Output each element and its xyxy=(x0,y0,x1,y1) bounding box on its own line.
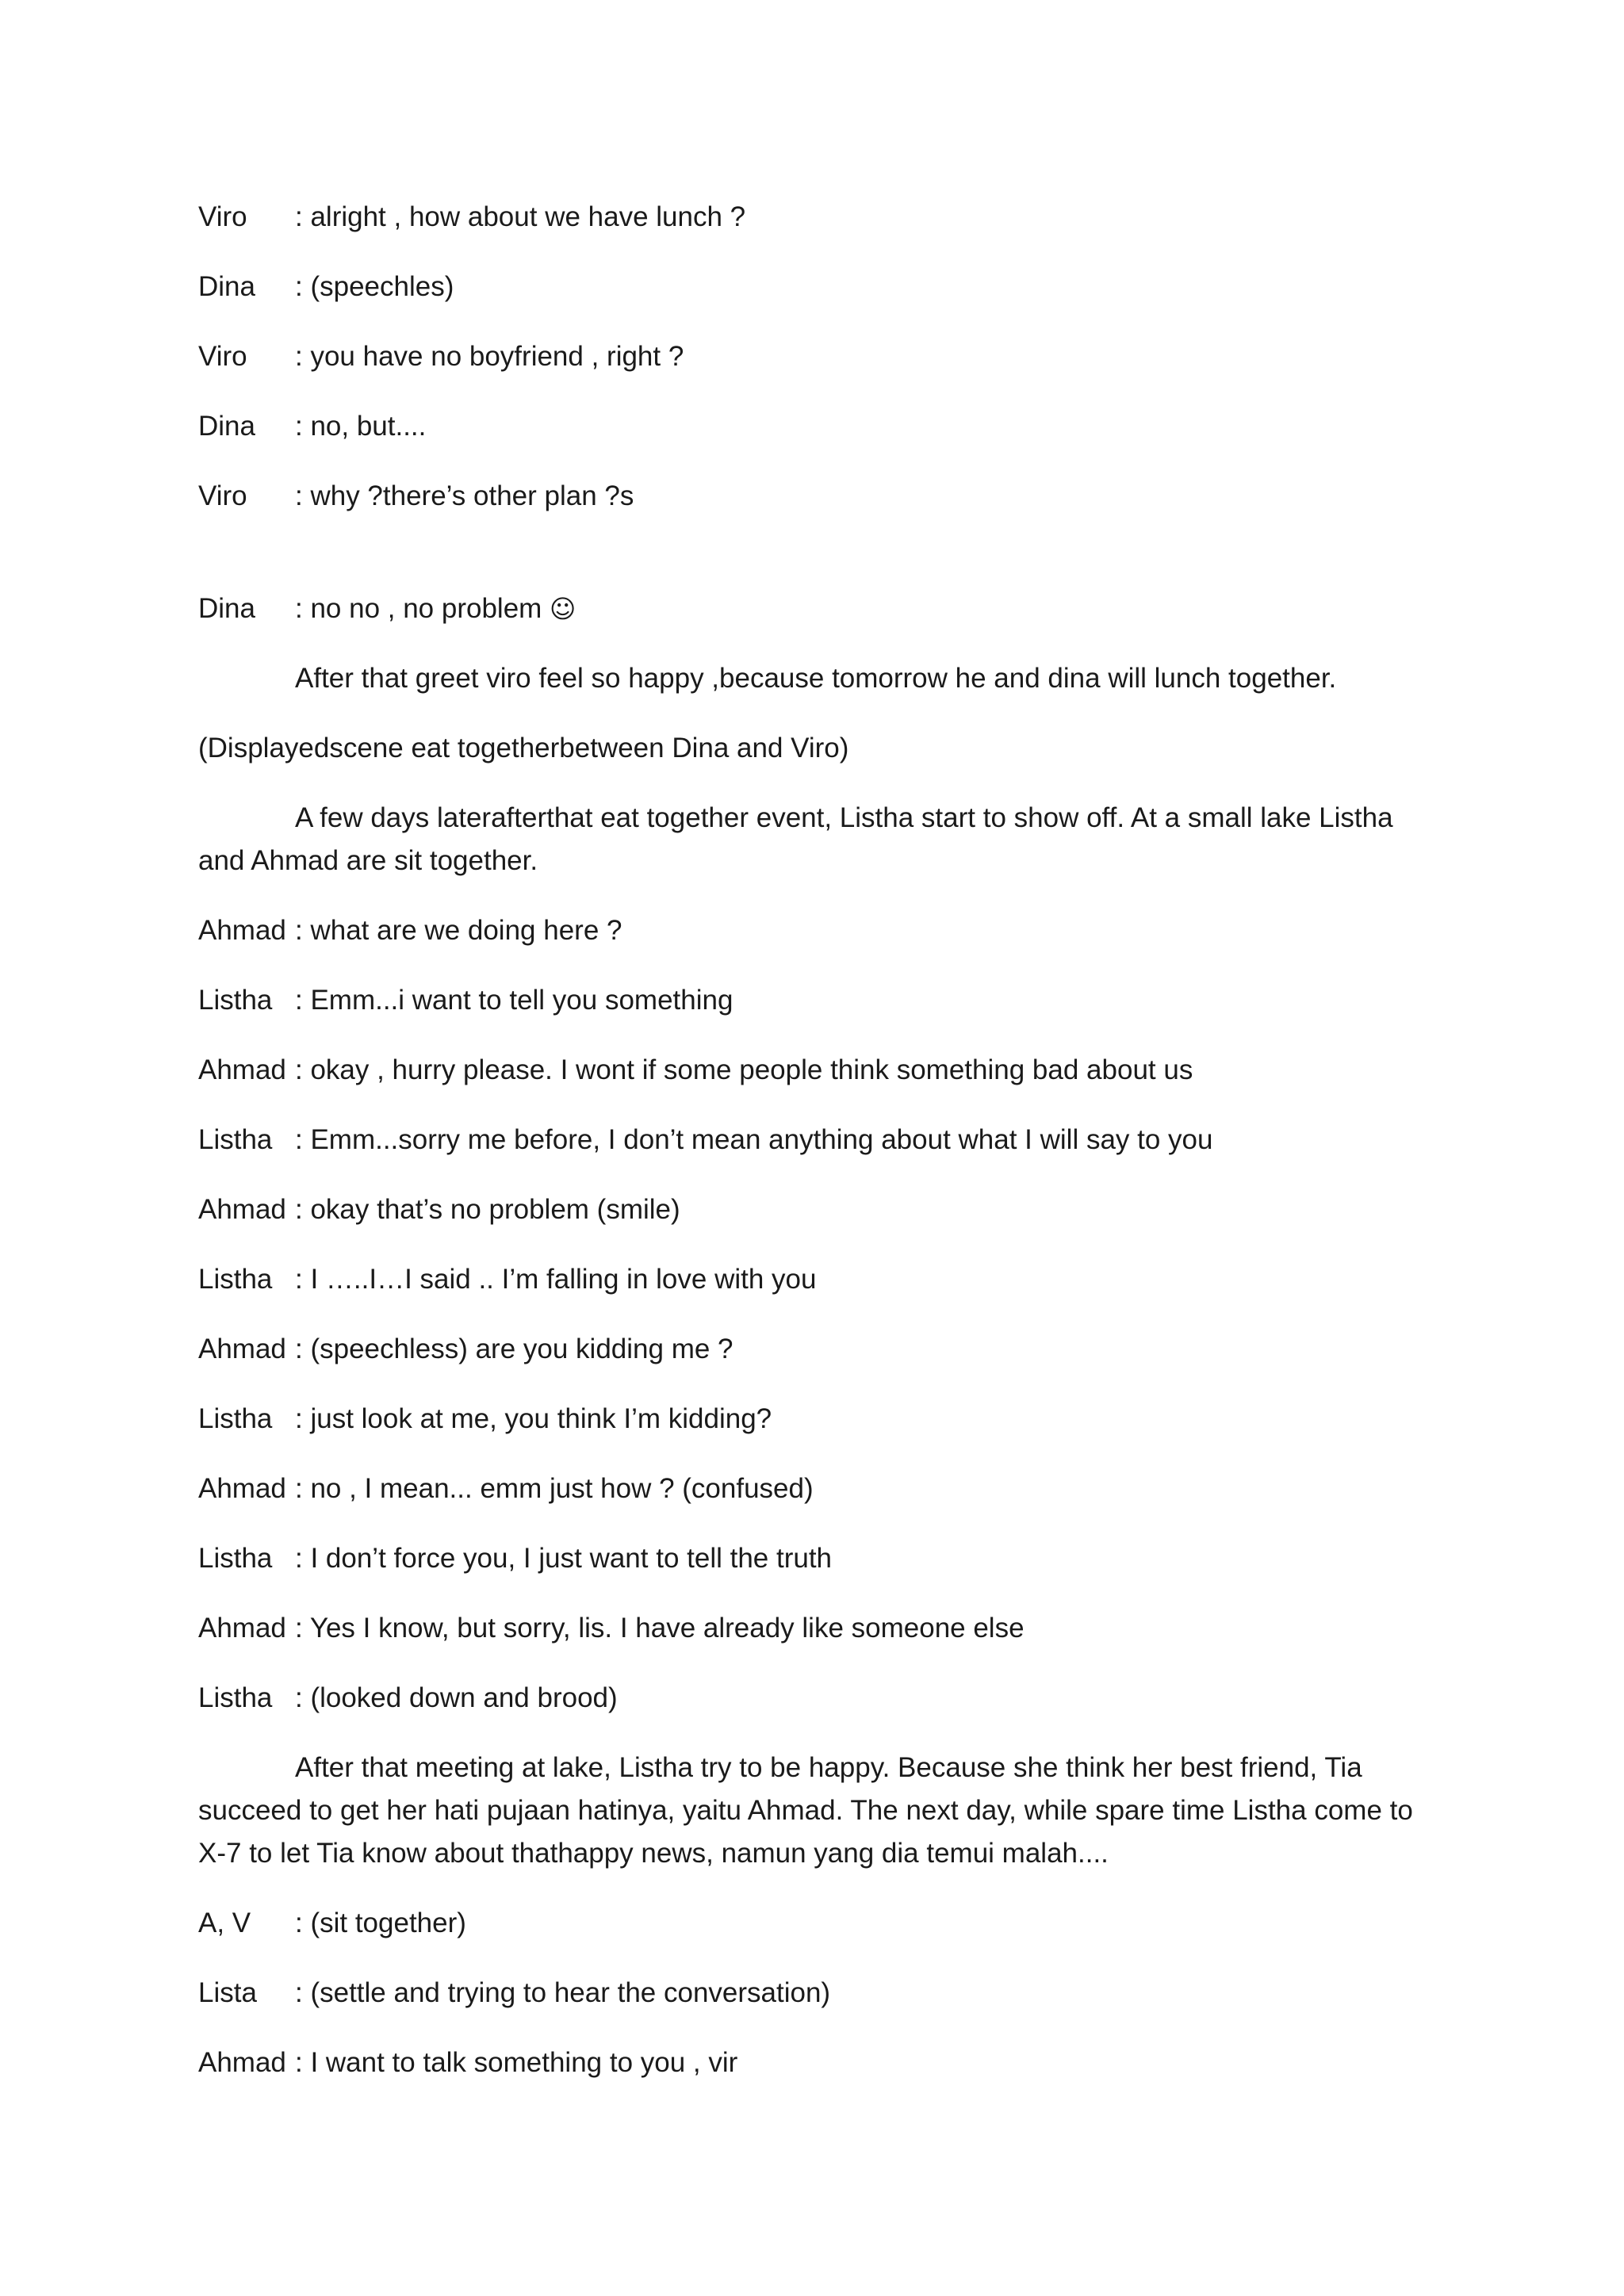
speech-text: : Emm...i want to tell you something xyxy=(295,985,733,1016)
narration-text: A few days laterafterthat eat together event, Listha start to show off. At a small lake Listha and Ahmad are sit together. xyxy=(198,802,1393,876)
speech-text: : no , I mean... emm just how ? (confused) xyxy=(295,1473,814,1504)
smiley-icon: ☺ xyxy=(550,594,576,624)
speech-text xyxy=(295,587,576,630)
speaker-name: Dina xyxy=(198,593,255,624)
speech-text: : you have no boyfriend , right ? xyxy=(295,341,684,372)
narration-text: After that greet viro feel so happy ,because tomorrow he and dina will lunch together. xyxy=(295,663,1337,694)
speech-text: : alright , how about we have lunch ? xyxy=(295,201,746,232)
speaker-name: Ahmad xyxy=(198,1194,286,1225)
speaker-name: Viro xyxy=(198,341,247,372)
speech-text: : I …..I…I said .. I’m falling in love with you xyxy=(295,1264,817,1295)
narration-paragraph xyxy=(198,657,1435,700)
narration-paragraph xyxy=(198,1747,1435,1875)
speaker-name: Listha xyxy=(198,1124,273,1155)
speaker-name: Viro xyxy=(198,480,247,511)
speaker-name: A, V xyxy=(198,1908,251,1938)
speaker-name: Ahmad xyxy=(198,1613,286,1644)
speaker-name: Listha xyxy=(198,1543,273,1574)
speech-text: : why ?there’s other plan ?s xyxy=(295,480,634,511)
speech-text: : okay , hurry please. I wont if some people think something bad about us xyxy=(295,1054,1193,1085)
speech-text: : (speechless) are you kidding me ? xyxy=(295,1334,733,1364)
scene-note-text: (Displayedscene eat togetherbetween Dina and Viro) xyxy=(198,733,849,763)
speaker-name: Listha xyxy=(198,1682,273,1713)
speech-text: : what are we doing here ? xyxy=(295,915,622,946)
speaker-name: Listha xyxy=(198,1264,273,1295)
speech-text: : (settle and trying to hear the conversation) xyxy=(295,1977,831,2008)
speech-text: : (speechles) xyxy=(295,271,454,302)
speaker-name: Dina xyxy=(198,411,255,442)
speech-text: : (sit together) xyxy=(295,1908,466,1938)
speaker-name: Ahmad xyxy=(198,1334,286,1364)
speech-text: : just look at me, you think I’m kidding? xyxy=(295,1403,772,1434)
speaker-name: Ahmad xyxy=(198,2047,286,2078)
speaker-name: Lista xyxy=(198,1977,257,2008)
speaker-name: Viro xyxy=(198,201,247,232)
speech-text: : I don’t force you, I just want to tell the truth xyxy=(295,1543,833,1574)
speaker-name: Listha xyxy=(198,1403,273,1434)
speaker-name: Ahmad xyxy=(198,915,286,946)
speaker-name: Ahmad xyxy=(198,1054,286,1085)
speech-text: : Emm...sorry me before, I don’t mean anything about what I will say to you xyxy=(295,1124,1213,1155)
narration-paragraph xyxy=(198,797,1435,882)
speech-text: : okay that’s no problem (smile) xyxy=(295,1194,680,1225)
speech-text: : (looked down and brood) xyxy=(295,1682,618,1713)
speaker-name: Dina xyxy=(198,271,255,302)
narration-text: After that meeting at lake, Listha try to be happy. Because she think her best friend, Tia succeed to get her hati pujaan hatinya, yaitu Ahmad. The next day, while spare time Listha come to X-7 to let Tia know about thathappy news, namun yang dia temui malah.... xyxy=(198,1752,1413,1869)
speech-text-content: : no no , no problem xyxy=(295,593,542,624)
speech-text: : Yes I know, but sorry, lis. I have already like someone else xyxy=(295,1613,1025,1644)
scene-note xyxy=(198,727,1435,770)
speech-text: : I want to talk something to you , vir xyxy=(295,2047,738,2078)
speech-text: : no, but.... xyxy=(295,411,427,442)
speaker-name: Ahmad xyxy=(198,1473,286,1504)
speaker-name: Listha xyxy=(198,985,273,1016)
